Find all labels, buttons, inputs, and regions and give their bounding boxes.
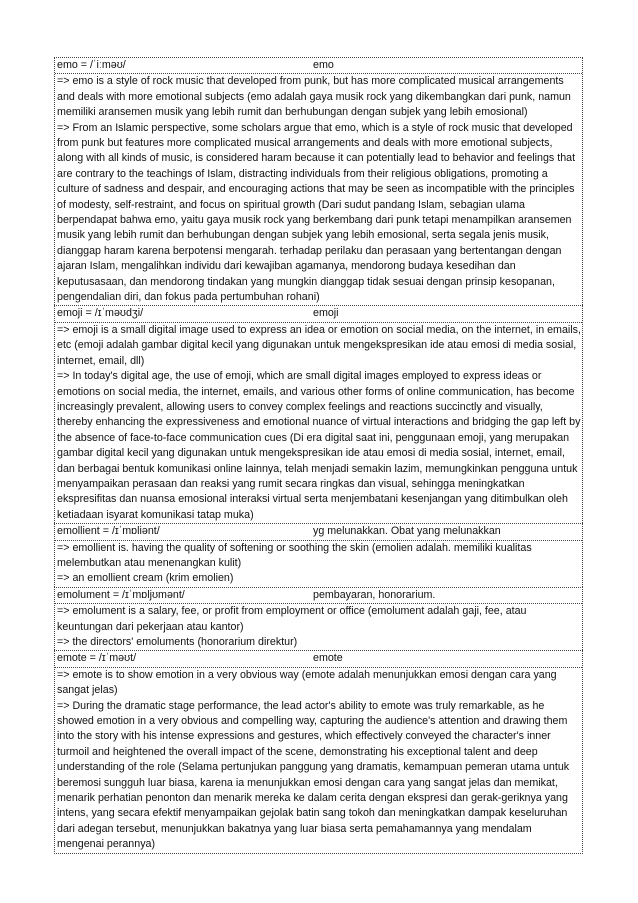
entry-header: [55, 306, 582, 322]
example-line: => the directors' emoluments (honorarium direktur): [57, 635, 298, 648]
entry-emo: [54, 57, 583, 305]
entry-emoji: [54, 305, 583, 523]
definition-line: => emoji is a small digital image used to express an idea or emotion on social media, on the internet, in emails, etc (emoji adalah gambar digital kecil yang digunakan untuk mengekspresikan ide atau emosi di media sosial, internet, email, dll): [57, 323, 581, 367]
definition-line: => emo is a style of rock music that developed from punk, but has more complicated musical arrangements and deals with more emotional subjects (emo adalah gaya musik rock yang dikembangkan dari punk, namun memiliki aransemen musik yang lebih rumit dan berhubungan dengan subjek yang lebih emosional): [57, 75, 571, 119]
definition-line: => emollient is. having the quality of softening or soothing the skin (emolien adalah. memiliki kualitas melembutkan atau menenangkan kulit): [57, 541, 532, 569]
entry-emollient: [54, 523, 583, 587]
headword: emote = /ɪˈməʊt/: [57, 652, 137, 665]
entry-header: [55, 524, 582, 540]
entry-emolument: [54, 587, 583, 651]
example-line: => In today's digital age, the use of emoji, which are small digital images employed to express ideas or emotions on social media, the internet, emails, and various other forms of online communication, has become increasingly prevalent, allowing users to convey complex feelings and reactions succinctly and visually, thereby enhancing the expressiveness and emotional nuance of virtual interactions and bridging the gap left by the absence of face-to-face communication cues (Di era digital saat ini, penggunaan emoji, yang merupakan gambar digital kecil yang digunakan untuk mengekspresikan ide atau emosi di media sosial, internet, email, dan berbagai bentuk komunikasi online lainnya, telah menjadi semakin lazim, memungkinkan pengguna untuk menyampaikan perasaan dan reaksi yang rumit secara ringkas dan visual, sehingga meningkatkan ekspresifitas dan nuansa emosional interaksi virtual serta menjembatani kesenjangan yang ditimbulkan oleh ketiadaan isyarat komunikasi tatap muka): [57, 370, 581, 521]
meaning: yg melunakkan. Obat yang melunakkan: [313, 525, 501, 538]
dictionary-page: [54, 57, 583, 854]
headword: emolument = /ɪˈmɒljʊmənt/: [57, 588, 185, 601]
entry-header: [55, 588, 582, 604]
meaning: emo: [313, 59, 334, 71]
headword: emo = /ˈiːməʊ/: [57, 59, 126, 71]
example-line: => From an Islamic perspective, some scholars argue that emo, which is a style of rock music that developed from punk but features more complicated musical arrangements and deals with more emotional subjects, along with all kinds of music, is considered haram because it can potentially lead to behavior and feelings that are contrary to the teachings of Islam, distracting individuals from their religious obligations, promoting a culture of sadness and despair, and encouraging actions that may be seen as incompatible with the principles of modesty, self-restraint, and focus on spiritual growth (Dari sudut pandang Islam, sebagian ulama berpendapat bahwa emo, yaitu gaya musik rock yang berkembang dari punk tetapi menampilkan aransemen musik yang lebih rumit dan berhubungan dengan subjek yang lebih emosional, serta segala jenis musik, dianggap haram karena berpotensi mengarah. terhadap perilaku dan perasaan yang bertentangan dengan ajaran Islam, mengalihkan individu dari kewajiban agamanya, mendorong budaya kesedihan dan keputusasaan, dan mendorong tindakan yang mungkin dianggap tidak sesuai dengan prinsip kesopanan, pengendalian diri, dan fokus pada pertumbuhan rohani): [57, 121, 576, 304]
example-line: => an emollient cream (krim emolien): [57, 572, 234, 585]
entry-header: [55, 651, 582, 667]
entry-header: [55, 58, 582, 74]
headword: emollient = /ɪˈmɒliənt/: [57, 525, 160, 538]
meaning: pembayaran, honorarium.: [313, 588, 436, 601]
definition-line: => emote is to show emotion in a very obvious way (emote adalah menunjukkan emosi dengan cara yang sangat jelas): [57, 668, 557, 697]
meaning: emote: [313, 652, 343, 665]
entry-emote: [54, 650, 583, 853]
definition-line: => emolument is a salary, fee, or profit from employment or office (emolument adalah gaji, fee, atau keuntungan dari pekerjaan atau kantor): [57, 605, 527, 633]
example-line: => During the dramatic stage performance, the lead actor's ability to emote was truly remarkable, as he showed emotion in a very obvious and compelling way, capturing the audience's attention and drawing them into the story with his intense expressions and gestures, which effectively conveyed the character's inner turmoil and heightened the overall impact of the scene, demonstrating his exceptional talent and deep understanding of the role (Selama pertunjukan panggung yang dramatis, kemampuan pemeran utama untuk beremosi sungguh luar biasa, karena ia menunjukkan emosi dengan cara yang sangat jelas dan memikat, menarik perhatian penonton dan menarik mereka ke dalam cerita dengan ekspresi dan gerak-geriknya yang intens, yang secara efektif menyampaikan gejolak batin sang tokoh dan meningkatkan dampak keseluruhan dari adegan tersebut, menunjukkan bakatnya yang luar biasa serta pemahamannya yang mendalam mengenai perannya): [57, 699, 570, 851]
headword: emoji = /ɪˈməʊdʒi/: [57, 307, 144, 320]
meaning: emoji: [313, 307, 339, 320]
